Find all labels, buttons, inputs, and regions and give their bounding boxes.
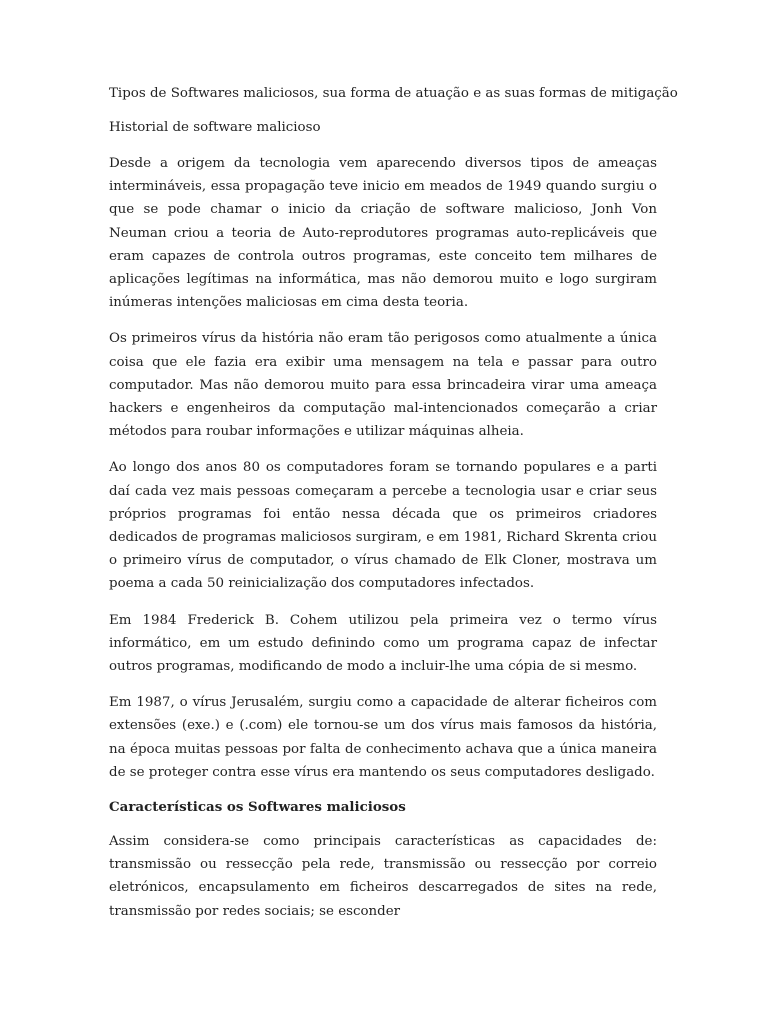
document-title: Tipos de Softwares maliciosos, sua forma de atuação e as suas formas de mitigação (109, 86, 678, 101)
paragraph-anos-80: Ao longo dos anos 80 os computadores foram se tornando populares e a parti daí cada vez mais pessoas começaram a percebe a tecnologia usar e criar seus próprios programas foi então nessa década que os primeiros criadores dedicados de programas maliciosos surgiram, e em 1981, Richard Skrenta criou o primeiro vírus de computador, o vírus chamado de Elk Cloner, mostrava um poema a cada 50 reinicialização dos computadores infectados. (109, 460, 657, 592)
section-heading-historial: Historial de software malicioso (109, 120, 321, 135)
section-heading-caracteristicas: Características os Softwares maliciosos (109, 799, 406, 816)
paragraph-1987: Em 1987, o vírus Jerusalém, surgiu como a capacidade de alterar ficheiros com extensões (exe.) e (.com) ele tornou-se um dos vírus mais famosos da história, na época muitas pessoas por falta de conhecimento achava que a única maneira de se proteger contra esse vírus era mantendo os seus computadores desligado. (109, 695, 657, 780)
paragraph-1984: Em 1984 Frederick B. Cohem utilizou pela primeira vez o termo vírus informático, em um estudo definindo como um programa capaz de infectar outros programas, modificando de modo a incluir-lhe uma cópia de si mesmo. (109, 612, 657, 675)
paragraph-caracteristicas: Assim considera-se como principais características as capacidades de: transmissão ou ressecção pela rede, transmissão ou ressecção por correio eletrónicos, encapsulamento em ficheiros descarregados de sites na rede, transmissão por redes sociais; se esconder (109, 834, 657, 919)
document-page (109, 84, 678, 936)
paragraph-primeiros-virus: Os primeiros vírus da história não eram tão perigosos como atualmente a única coisa que ele fazia era exibir uma mensagem na tela e passar para outro computador. Mas não demorou muito para essa brincadeira virar uma ameaça hackers e engenheiros da computação mal-intencionados começarão a criar métodos para roubar informações e utilizar máquinas alheia. (109, 331, 657, 440)
paragraph-origem: Desde a origem da tecnologia vem aparecendo diversos tipos de ameaças intermináveis, essa propagação teve inicio em meados de 1949 quando surgiu o que se pode chamar o inicio da criação de software malicioso, Jonh Von Neuman criou a teoria de Auto-reprodutores programas auto-replicáveis que eram capazes de controla outros programas, este conceito tem milhares de aplicações legítimas na informática, mas não demorou muito e logo surgiram inúmeras intenções maliciosas em cima desta teoria. (109, 156, 657, 311)
